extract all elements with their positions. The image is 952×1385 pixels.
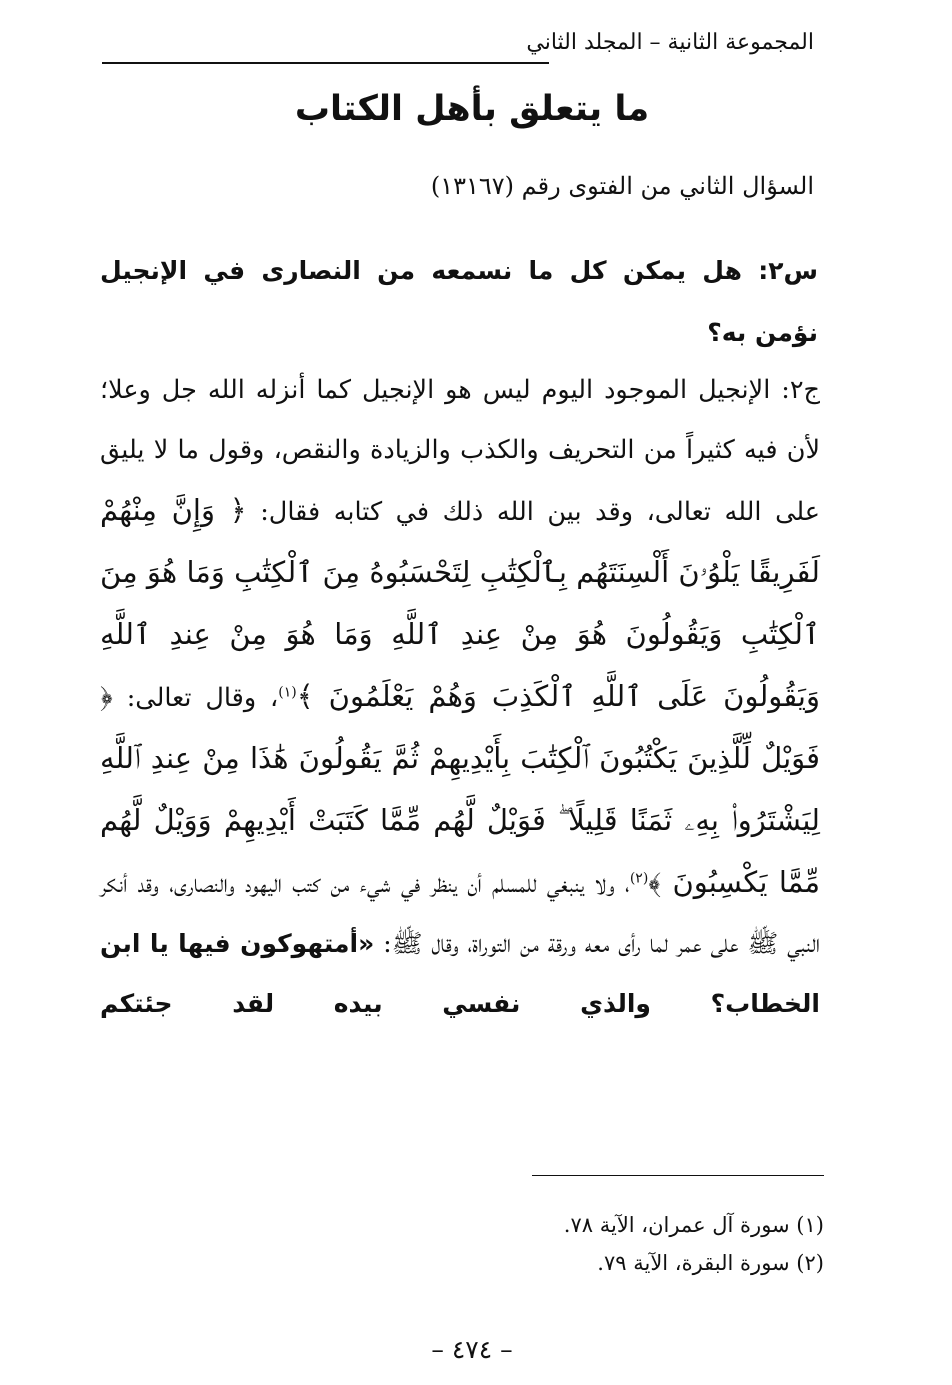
question-text: س٢: هل يمكن كل ما نسمعه من النصارى في الإنجيل نؤمن به؟ [100,256,818,347]
footnote-ref-2[interactable]: (٢) [629,870,649,887]
answer-intro: ج٢: الإنجيل الموجود اليوم ليس هو الإنجيل كما أنزله الله جل وعلا؛ لأن فيه كثيراً من التحريف والكذب والزيادة والنقص، وقول ما لا يليق على الله تعالى، وقد بين الله ذلك في كتابه فقال: [100,375,820,527]
footnote-ref-1[interactable]: (١) [278,684,297,701]
fatwa-source-line: السؤال الثاني من الفتوى رقم (١٣١٦٧) [430,172,814,200]
answer-continuation: ، ولا ينبغي للمسلم أن ينظر في شيء من كتب اليهود والنصارى، وقد أنكر النبي ﷺ على عمر لما رأى معه ورقة من التوراة، وقال ﷺ: [100,869,821,959]
footnote-2: (٢) سورة البقرة، الآية ٧٩. [597,1251,824,1275]
answer-paragraph [100,360,820,1034]
page-number: – ٤٧٤ – [431,1335,513,1364]
header-rule [102,62,549,64]
footnote-rule [532,1175,824,1176]
hadith-quote: «أمتهوكون فيها يا ابن الخطاب؟ والذي نفسي بيده لقد جئتكم [100,929,820,1018]
footnote-1: (١) سورة آل عمران، الآية ٧٨. [563,1213,824,1237]
quran-verse-1: ﴿ وَإِنَّ مِنْهُمْ لَفَرِيقًا يَلْوُۥنَ أَلْسِنَتَهُم بِٱلْكِتَٰبِ لِتَحْسَبُوهُ مِنَ ٱلْكِتَٰبِ وَمَا هُوَ مِنَ ٱلْكِتَٰبِ وَيَقُولُونَ هُوَ مِنْ عِندِ ٱللَّهِ وَمَا هُوَ مِنْ عِندِ ٱللَّهِ وَيَقُولُونَ عَلَى ٱللَّهِ ٱلْكَذِبَ وَهُمْ يَعْلَمُونَ ﴾ [100,493,821,713]
answer-connector: ، وقال تعالى: [126,683,279,713]
footnotes [564,1206,824,1282]
quran-verse-2: ﴿ فَوَيْلٌ لِّلَّذِينَ يَكْتُبُونَ ٱلْكِتَٰبَ بِأَيْدِيهِمْ ثُمَّ يَقُولُونَ هَٰذَا مِنْ عِندِ ٱللَّهِ لِيَشْتَرُوا۟ بِهِۦ ثَمَنًا قَلِيلًا ۖ فَوَيْلٌ لَّهُم مِّمَّا كَتَبَتْ أَيْدِيهِمْ وَوَيْلٌ لَّهُم مِّمَّا يَكْسِبُونَ ﴾ [100,679,820,899]
chapter-title: ما يتعلق بأهل الكتاب [294,89,650,129]
running-header: المجموعة الثانية – المجلد الثاني [526,30,814,55]
